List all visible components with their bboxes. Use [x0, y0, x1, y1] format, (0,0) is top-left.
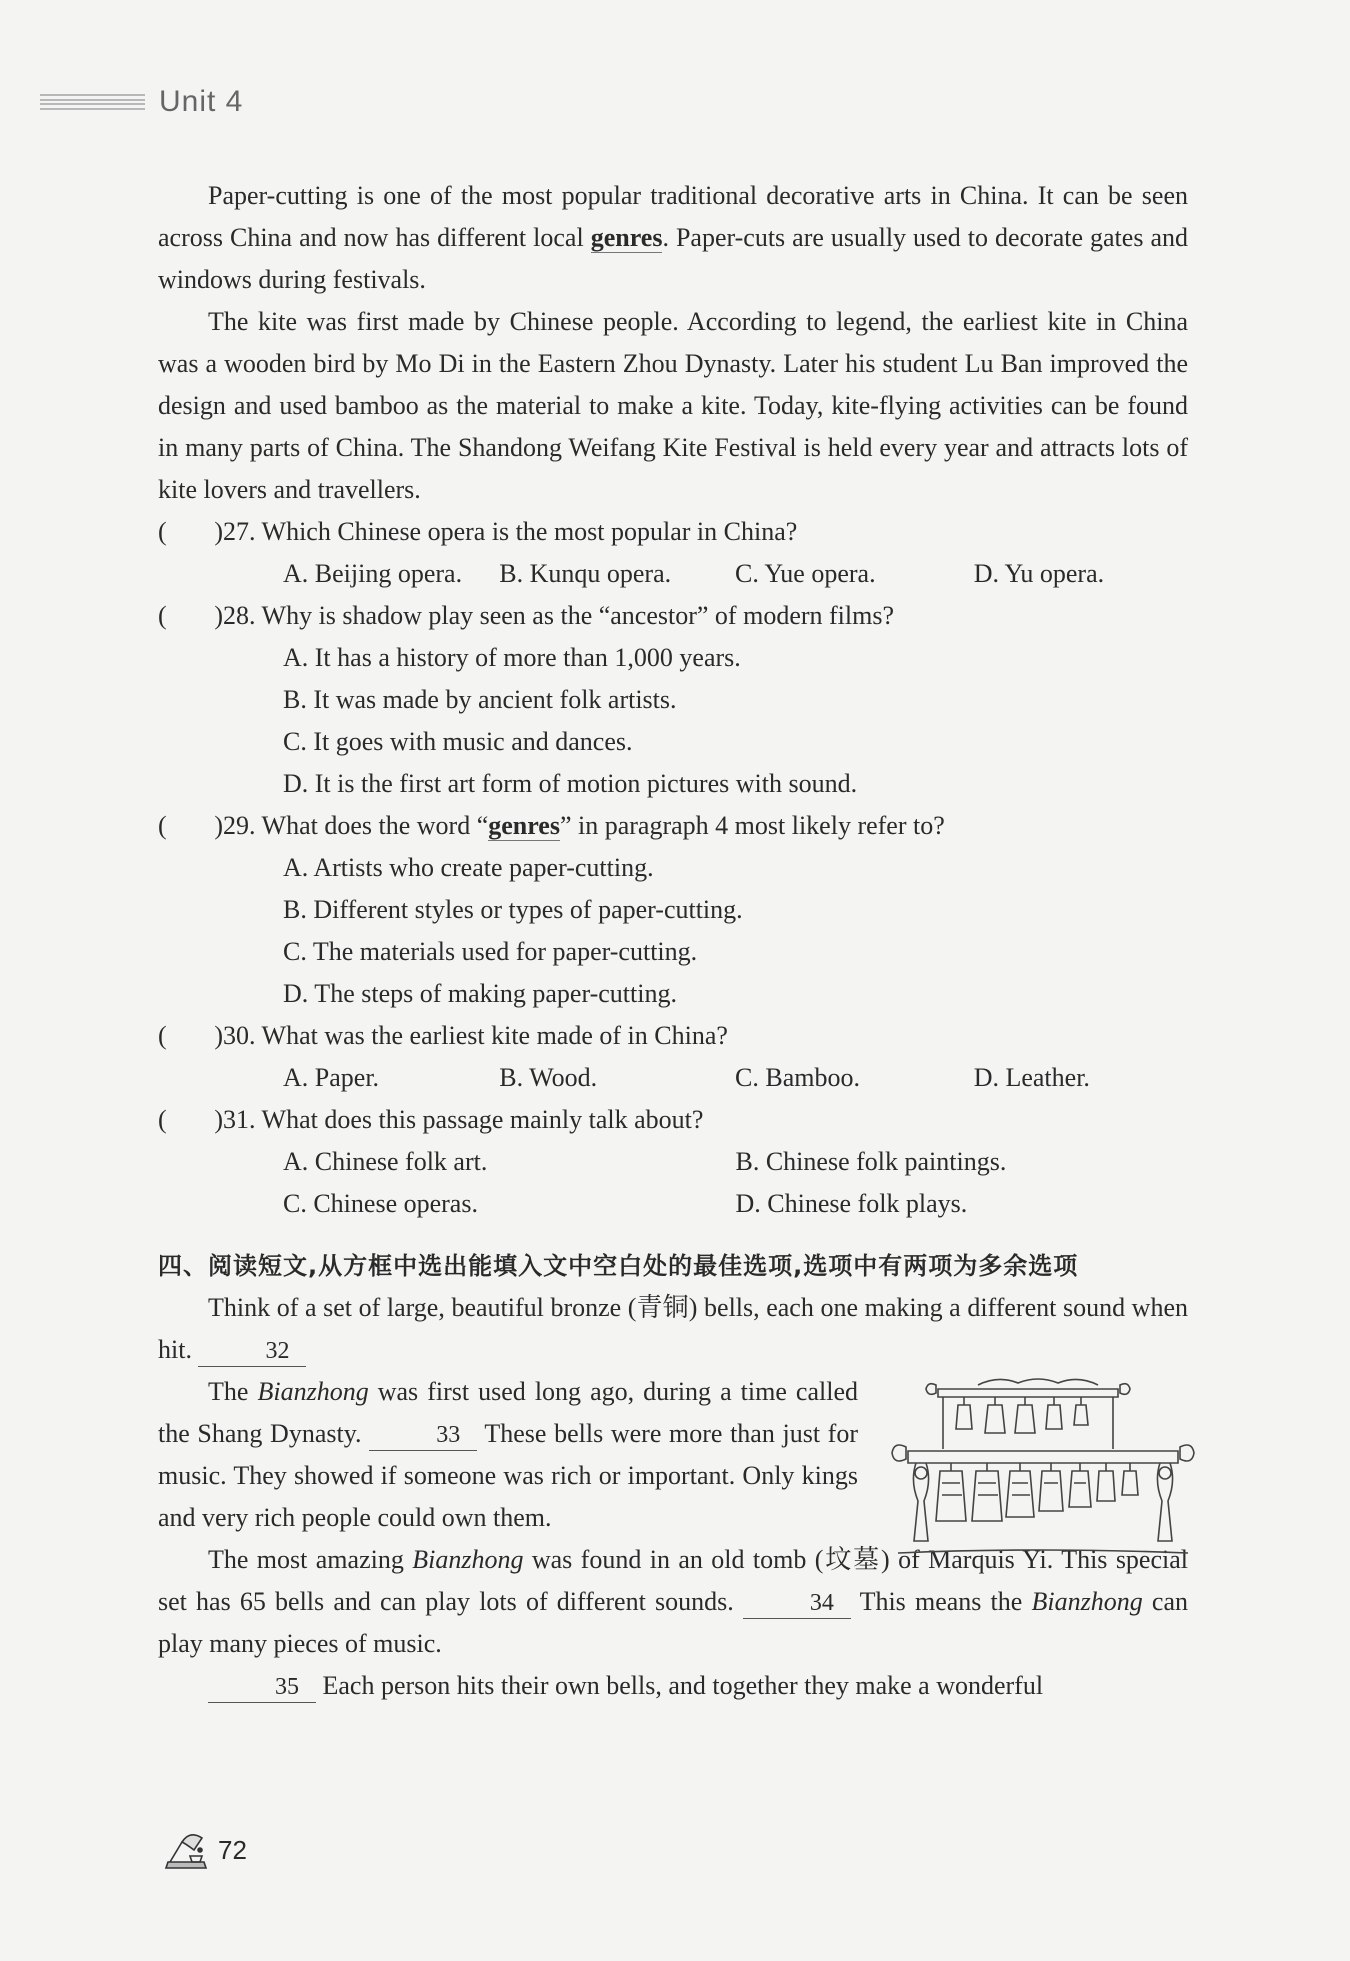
option-b: B. It was made by ancient folk artists. — [283, 685, 677, 714]
options-27 — [158, 553, 1188, 595]
question-text: 29. What does the word “genres” in paragraph 4 most likely refer to? — [223, 811, 945, 840]
paragraph-bronze-bells: Think of a set of large, beautiful bronze (青铜) bells, each one making a different sound when hit. 32 — [158, 1287, 1188, 1371]
option-a: A. Artists who create paper-cutting. — [283, 853, 654, 882]
option-c: C. It goes with music and dances. — [283, 727, 633, 756]
blank-33[interactable]: 33 — [369, 1420, 477, 1451]
answer-bracket[interactable]: ( ) — [158, 1105, 223, 1134]
options-31-row1 — [158, 1141, 1188, 1183]
question-28 — [158, 595, 1188, 637]
word-genres: genres — [590, 223, 663, 252]
option-b: B. Chinese folk paintings. — [735, 1147, 1007, 1176]
options-31-row2 — [158, 1183, 1188, 1225]
page-footer — [160, 1828, 247, 1870]
option-c: C. The materials used for paper-cutting. — [283, 937, 698, 966]
blank-35[interactable]: 35 — [208, 1672, 316, 1703]
paragraph-bianzhong-history: The Bianzhong was first used long ago, during a time called the Shang Dynasty. 33 These bells were more than just for music. They showed if someone was rich or important. Only kings and very rich people could own them. — [158, 1377, 859, 1532]
question-30 — [158, 1015, 1188, 1057]
option-b: B. Kunqu opera. — [499, 559, 672, 588]
question-text: 28. Why is shadow play seen as the “ancestor” of modern films? — [223, 601, 894, 630]
answer-bracket[interactable]: ( ) — [158, 517, 223, 546]
option-c: C. Yue opera. — [735, 559, 876, 588]
option-b: B. Wood. — [499, 1063, 598, 1092]
option-d: D. Chinese folk plays. — [735, 1189, 968, 1218]
question-text: 31. What does this passage mainly talk about? — [223, 1105, 704, 1134]
bianzhong-bells-illustration — [888, 1371, 1198, 1571]
option-c: C. Bamboo. — [735, 1063, 860, 1092]
header-lines-decoration — [40, 94, 145, 110]
options-30 — [158, 1057, 1188, 1099]
question-27 — [158, 511, 1188, 553]
question-29 — [158, 805, 1188, 847]
main-content — [158, 175, 1188, 1707]
option-a: A. Beijing opera. — [283, 559, 463, 588]
answer-bracket[interactable]: ( ) — [158, 1021, 223, 1050]
option-d: D. It is the first art form of motion pictures with sound. — [283, 769, 858, 798]
question-31 — [158, 1099, 1188, 1141]
section-heading: 四、阅读短文,从方框中选出能填入文中空白处的最佳选项,选项中有两项为多余选项 — [158, 1252, 1079, 1280]
paragraph-kite: The kite was first made by Chinese people. According to legend, the earliest kite in China was a wooden bird by Mo Di in the Eastern Zhou Dynasty. Later his student Lu Ban improved the design and used bamboo as the material to make a kite. Today, kite-flying activities can be found in many parts of China. The Shandong Weifang Kite Festival is held every year and attracts lots of kite lovers and travellers. — [158, 307, 1188, 504]
page-number: 72 — [218, 1835, 247, 1865]
answer-bracket[interactable]: ( ) — [158, 811, 223, 840]
unit-header — [40, 85, 243, 119]
option-c: C. Chinese operas. — [283, 1189, 478, 1218]
unit-title: Unit 4 — [159, 85, 244, 118]
option-a: A. Chinese folk art. — [283, 1147, 488, 1176]
option-d: D. The steps of making paper-cutting. — [283, 979, 677, 1008]
option-b: B. Different styles or types of paper-cutting. — [283, 895, 743, 924]
option-d: D. Leather. — [973, 1063, 1090, 1092]
option-d: D. Yu opera. — [973, 559, 1105, 588]
blank-32[interactable]: 32 — [198, 1336, 306, 1367]
paragraph-performers: 35 Each person hits their own bells, and together they make a wonderful — [158, 1665, 1188, 1707]
reading-lamp-icon — [160, 1828, 212, 1870]
paragraph-paper-cutting: Paper-cutting is one of the most popular traditional decorative arts in China. It can be seen across China and now has different local genres. Paper-cuts are usually used to decorate gates and windows during festivals. — [158, 181, 1188, 294]
blank-34[interactable]: 34 — [743, 1588, 851, 1619]
paragraph-marquis-yi: The most amazing Bianzhong was found in an old tomb (坟墓) of Marquis Yi. This special set has 65 bells and can play lots of different sounds. 34 This means the Bianzhong can play many pieces of music. — [158, 1545, 1189, 1658]
answer-bracket[interactable]: ( ) — [158, 601, 223, 630]
question-text: 30. What was the earliest kite made of in China? — [223, 1021, 728, 1050]
option-a: A. It has a history of more than 1,000 years. — [283, 643, 741, 672]
option-a: A. Paper. — [283, 1063, 380, 1092]
bianzhong-section — [158, 1371, 1188, 1539]
question-text: 27. Which Chinese opera is the most popular in China? — [223, 517, 798, 546]
